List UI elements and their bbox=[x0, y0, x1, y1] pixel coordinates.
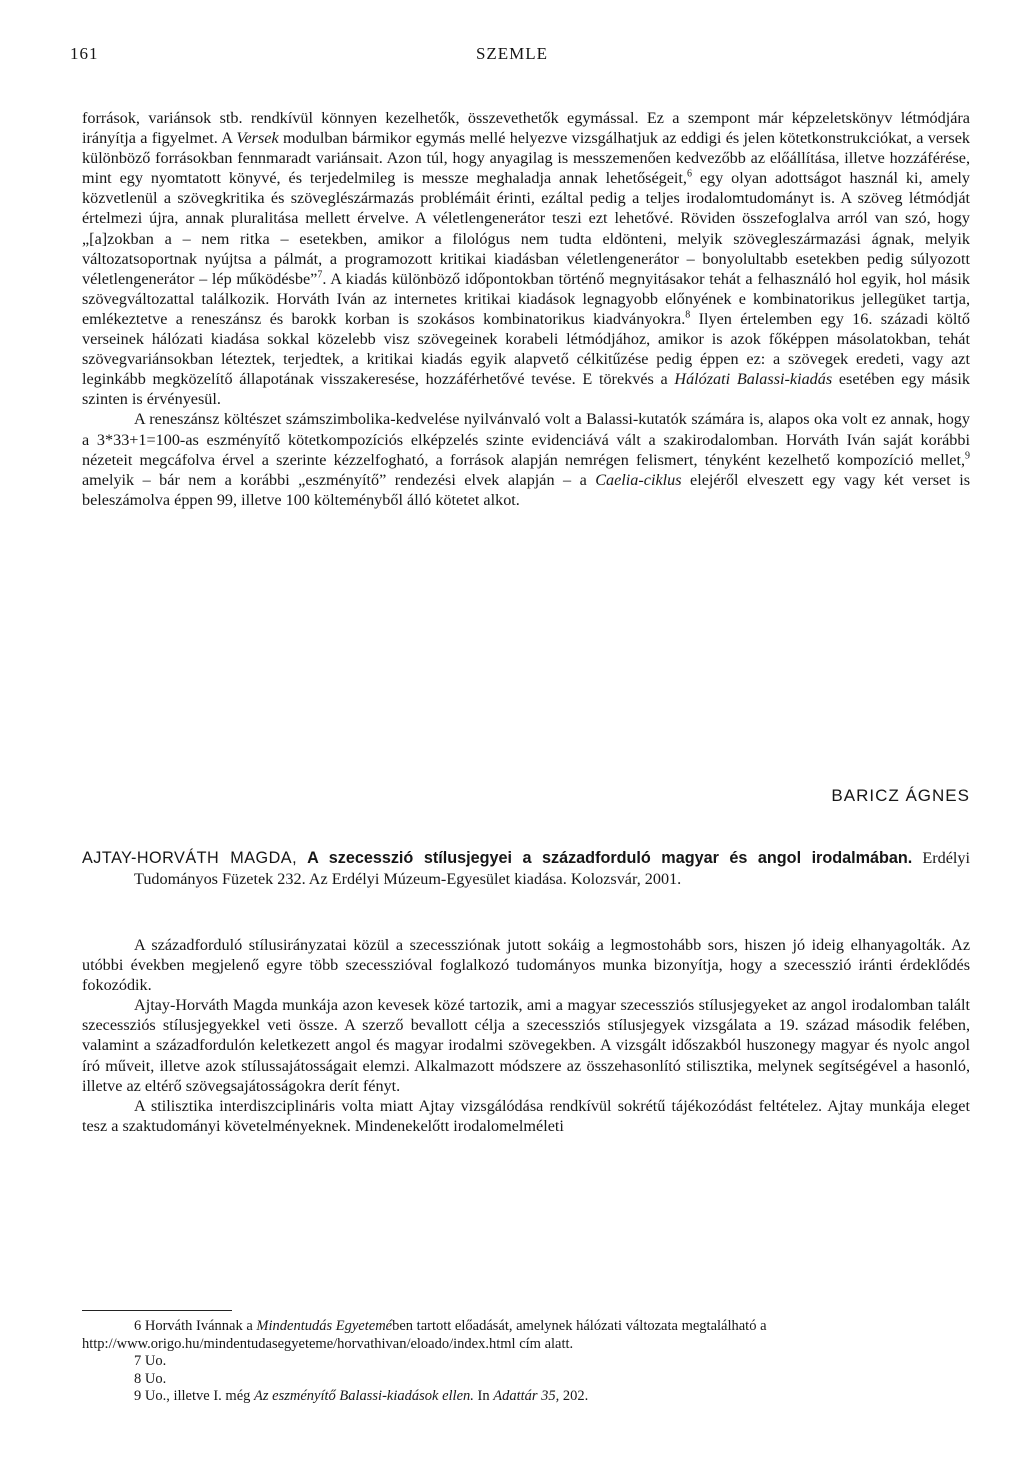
footnote-6: 6 Horváth Ivánnak a Mindentudás Egyetemében tartott előadását, amelynek hálózati változata megtalálható a http://www.origo.hu/mindentudasegyeteme/horvathivan/eloado/index.html cím alatt. bbox=[82, 1318, 767, 1352]
review2-author: AJTAY-HORVÁTH MAGDA, bbox=[82, 849, 298, 867]
running-head: SZEMLE bbox=[475, 44, 549, 63]
review2-paragraph-2: Ajtay-Horváth Magda munkája azon kevesek közé tartozik, ami a magyar szecessziós stílusjegyeket az angol irodalomban talált szecessziós stílusjegyekkel veti össze. A szerző bevallott célja a szecessziós stílusjegyek vizsgálata a 19. század második felében, valamint a századfordulón keletkezett angol és magyar irodalmi szövegekben. A vizsgált időszakból huszonegy magyar és nyolc angol író műveit, illetve azok stílussajátosságait elemzi. Alkalmazott módszere az összehasonlító stilisztika, melynek segítségével a hasonló, illetve az eltérő szövegsajátosságokra derít fényt. bbox=[82, 996, 970, 1095]
review2-paragraph-1: A századforduló stílusirányzatai közül a szecessziónak jutott sokáig a legmostohább sors, hiszen jó ideig elhanyagolták. Az utóbbi években megjelenő egyre több szecesszióval foglalkozó tudományos munka bizonyítja, hogy a szecesszió iránti érdeklődés fokozódik. bbox=[82, 936, 970, 995]
footnote-7: 7 Uo. bbox=[134, 1353, 167, 1369]
footnote-ref: 6 bbox=[686, 168, 692, 180]
review2-bibliography bbox=[82, 848, 970, 890]
review1-signature: BARICZ ÁGNES bbox=[831, 786, 970, 805]
review2-publication: Erdélyi Tudományos Füzetek 232. Az Erdélyi Múzeum-Egyesület kiadása. Kolozsvár, 2001. bbox=[134, 849, 971, 888]
footnote-8: 8 Uo. bbox=[134, 1370, 167, 1387]
page-number: 161 bbox=[70, 44, 99, 63]
review1-paragraph-1: források, variánsok stb. rendkívül könnyen kezelhetők, összevethetők egymással. Ez a szempont már képzeletskönyv létmódjára irányítja a figyelmet. A Versek modulban bármikor egymás mellé helyezve vizsgálhatjuk az eddigi és jelen kötetkonstrukciókat, a versek különböző forrásokban fennmaradt variánsait. Azon túl, hogy anyagilag is messzemenően kedvezőbb az előállítása, illetve hozzáférése, mint egy nyomtatott könyvé, és terjedelmileg is messze meghaladja annak lehetőségeit,$^6$ egy olyan adottságot használ ki, amely közvetlenül a szövegkritika és szöveglészármazás problémáit érinti, ezáltal pedig a teljes irodalomtudományt is. A szöveg létmódját értelmezi újra, annak pluralitása mellett érvelve. A véletlengenerátor teszi ezt lehetővé. Röviden összefoglalva arról van szó, hogy „[a]zokban a – nem ritka – esetekben, amikor a filológus nem tudta eldönteni, melyik szövegleszármazási ágnak, melyik változatsoportnak nyújtsa a pálmát, a programozott kritikai kiadásban véletlengenerátor – bonyolultabb esetekben pedig súlyozott véletlengenerátor – lép működésbe”$^7$. A kiadás különböző időpontokban történő megnyitásakor tehát a felhasználó hol egyik, hol másik szövegváltozattal találkozik. Horváth Iván az internetes kritikai kiadások legnagyobb előnyének e kombinatorikus jellegüket tartja, emlékeztetve a reneszánsz és barokk korban is szokásos kombinatorikus kiadványokra.$^8$ Ilyen értelemben egy 16. századi költő verseinek hálózati kiadása sokkal közelebb visz szövegeinek korabeli létmódjához, amikor is azok főképpen másolatokban, tehát szövegvariánsokban léteztek, terjedtek, a kritikai kiadás egyik alapvető célkitűzése pedig éppen ez: a szövegek eredeti, vagy azt leginkább megközelítő állapotának visszakeresése, hozzáférhetővé tevése. E törekvés a Hálózati Balassi-kiadás esetében egy másik szinten is érvényesül. bbox=[82, 109, 971, 409]
footnote-ref: 9 bbox=[965, 450, 970, 462]
footnote-ref: 7 bbox=[317, 269, 323, 281]
review2-body bbox=[82, 935, 970, 1136]
review1-paragraph-2: A reneszánsz költészet számszimbolika-kedvelése nyilvánvaló volt a Balassi-kutatók számára is, alapos oka volt ez annak, hogy a 3*33+1=100-as eszményítő kötetkompozíciós elképzelés szinte evidenciává vált a szakirodalomban. Horváth Iván saját korábbi nézeteit megcáfolva érvel a szerinte kézzelfogható, a források alapján nemrégen felismert, tényként kezelhető kompozíció mellet,$^9$ amelyik – bár nem a korábbi „eszményítő” rendezési elvek alapján – a Caelia-ciklus elejéről elveszett egy vagy két verset is beleszámolva éppen 99, illetve 100 költeményből álló kötetet alkot. bbox=[82, 410, 970, 509]
footnote-ref: 8 bbox=[685, 309, 691, 321]
review1-body bbox=[82, 108, 970, 510]
footnote-separator bbox=[82, 1310, 232, 1311]
footnotes bbox=[82, 1318, 970, 1406]
footnote-9: 9 Uo., illetve I. még Az eszményítő Balassi-kiadások ellen. In Adattár 35, 202. bbox=[134, 1388, 589, 1404]
review2-title: A szecesszió stílusjegyei a századforduló magyar és angol irodalmában. bbox=[307, 849, 913, 867]
review2-paragraph-3: A stilisztika interdiszciplináris volta miatt Ajtay vizsgálódása rendkívül sokrétű tájékozódást feltételez. Ajtay munkája eleget tesz a szaktudományi követelményeknek. Mindenekelőtt irodalomelméleti bbox=[82, 1096, 970, 1135]
